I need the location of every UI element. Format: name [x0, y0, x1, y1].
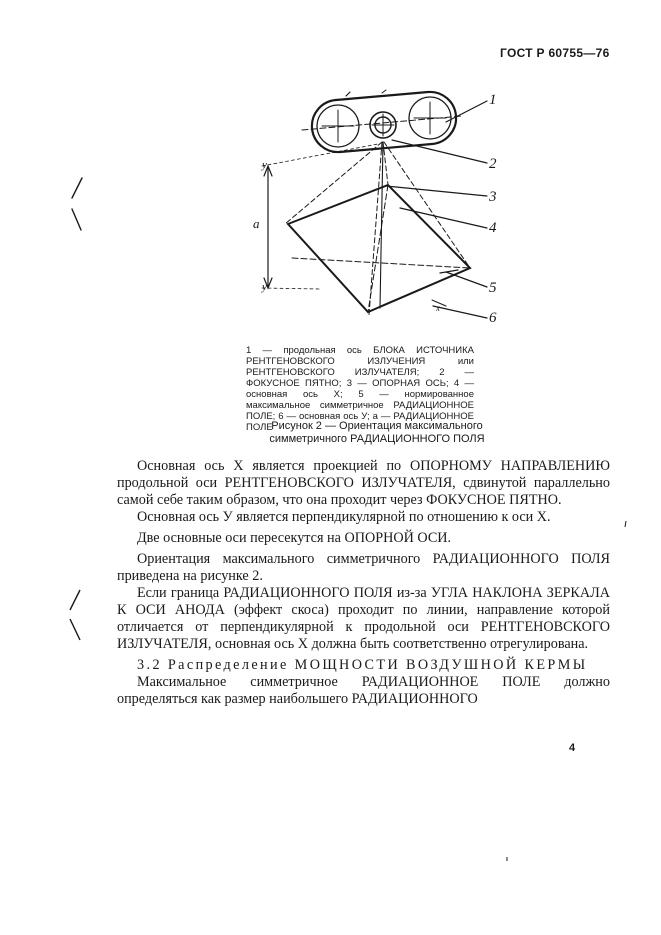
margin-mark-2b: [70, 619, 80, 640]
callout-5: 5: [489, 280, 497, 296]
dimension-a-label: a: [253, 216, 260, 231]
axis-x-label: x: [436, 303, 440, 313]
axis-y-bottom-label: y: [262, 281, 267, 293]
callout-1: 1: [489, 92, 497, 108]
margin-mark-right: [625, 521, 626, 527]
callout-6: 6: [489, 310, 497, 326]
callout-2: 2: [489, 156, 497, 172]
section-heading-3-2: 3.2 Распределение МОЩНОСТИ ВОЗДУШНОЙ КЕРМЫ: [137, 657, 588, 673]
paragraph-axes-intersect: Две основные оси пересекутся на ОПОРНОЙ ОСИ.: [137, 530, 452, 546]
callout-3: 3: [489, 189, 497, 205]
callout-4: 4: [489, 220, 497, 236]
paragraph-max-field: Максимальное симметричное РАДИАЦИОННОЕ ПОЛЕ должно определяться как размер наибольшего РАДИАЦИОННОГО: [117, 674, 610, 707]
axis-y-top-label: y: [262, 159, 267, 171]
margin-mark-2a: [70, 590, 80, 610]
page-number: 4: [569, 742, 576, 754]
paragraph-axis-y: Основная ось У является перпендикулярной по отношению к оси X.: [137, 509, 551, 525]
figure-caption: Рисунок 2 — Ориентация максимального симметричного РАДИАЦИОННОГО ПОЛЯ: [269, 420, 485, 445]
paragraph-axis-x: Основная ось X является проекцией по ОПОРНОМУ НАПРАВЛЕНИЮ продольной оси РЕНТГЕНОВСКОГО ИЗЛУЧАТЕЛЯ, сдвинутой параллельно самой себе таким образом, что она проходит через ФОКУСНОЕ ПЯТНО.: [117, 458, 610, 508]
paragraph-orientation: Ориентация максимального симметричного РАДИАЦИОННОГО ПОЛЯ приведена на рисунке 2.: [117, 551, 610, 584]
figure-legend: 1 — продольная ось БЛОКА ИСТОЧНИКА РЕНТГЕНОВСКОГО ИЗЛУЧЕНИЯ или РЕНТГЕНОВСКОГО ИЗЛУЧАТЕЛЯ; 2 — ФОКУСНОЕ ПЯТНО; 3 — ОПОРНАЯ ОСЬ; 4 — основная ось X; 5 — нормированное максимальное симметричное РАДИАЦИОННОЕ ПОЛЕ; 6 — основная ось У; a — РАДИАЦИОННОЕ ПОЛЕ: [246, 345, 474, 433]
standard-header: ГОСТ Р 60755—76: [500, 46, 610, 60]
paragraph-field-boundary: Если граница РАДИАЦИОННОГО ПОЛЯ из-за УГЛА НАКЛОНА ЗЕРКАЛА К ОСИ АНОДА (эффект скоса) проходит по линии, направление которой отличается от перпендикулярной к продольной оси РЕНТГЕНОВСКОГО ИЗЛУЧАТЕЛЯ, основная ось X должна быть соответственно отрегулирована.: [117, 585, 610, 652]
